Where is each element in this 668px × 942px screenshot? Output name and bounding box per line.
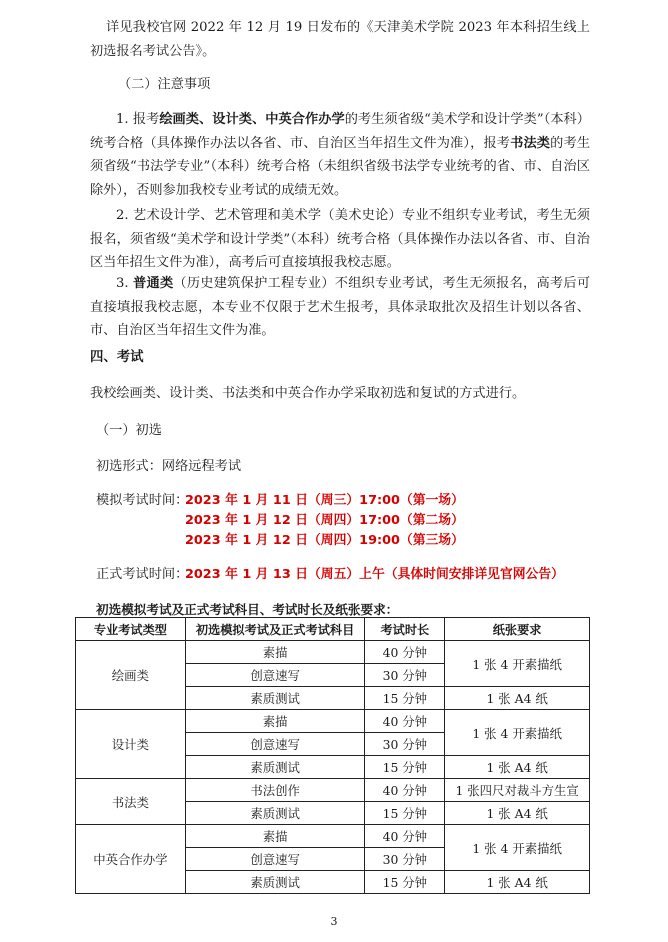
duration-cell: 40 分钟 bbox=[365, 641, 445, 664]
exam-form: 初选形式：网络远程考试 bbox=[96, 459, 242, 474]
subject-cell: 素质测试 bbox=[185, 802, 365, 825]
paper-cell: 1 张 4 开素描纸 bbox=[445, 825, 590, 871]
note-1-emphasis-2: 书法类 bbox=[510, 135, 551, 151]
paper-cell: 1 张四尺对裁斗方生宣 bbox=[445, 779, 590, 802]
duration-cell: 30 分钟 bbox=[365, 733, 445, 756]
note-1-emphasis-1: 绘画类、设计类、中英合作办学 bbox=[159, 112, 345, 127]
type-cell: 中英合作办学 bbox=[76, 825, 186, 894]
table-row bbox=[76, 641, 590, 664]
duration-cell: 30 分钟 bbox=[365, 664, 445, 687]
note-1: 1. 报考绘画类、设计类、中英合作办学的考生须省级“美术学和设计学类”（本科）统考合格（具体操作办法以各省、市、自治区当年招生文件为准），报考书法类的考生须省级“书法学专业”（本科）统考合格（未组织省级书法学专业统考的省、市、自治区除外），否则参加我校专业考试的成绩无效。 bbox=[90, 112, 591, 198]
note-3-emphasis: 普通类 bbox=[133, 276, 174, 291]
duration-cell: 30 分钟 bbox=[365, 848, 445, 871]
mock-exam-time-1: 2023 年 1 月 11 日（周三）17:00（第一场） bbox=[185, 493, 464, 508]
duration-cell: 15 分钟 bbox=[365, 871, 445, 894]
subject-cell: 素质测试 bbox=[185, 687, 365, 710]
notes-heading: （二）注意事项 bbox=[118, 77, 211, 92]
paper-cell: 1 张 4 开素描纸 bbox=[445, 710, 590, 756]
table-header-row bbox=[76, 618, 590, 641]
header-subject: 初选模拟考试及正式考试科目 bbox=[185, 618, 365, 641]
subject-cell: 素质测试 bbox=[185, 871, 365, 894]
paper-cell: 1 张 A4 纸 bbox=[445, 871, 590, 894]
paper-cell: 1 张 A4 纸 bbox=[445, 802, 590, 825]
duration-cell: 15 分钟 bbox=[365, 756, 445, 779]
duration-cell: 40 分钟 bbox=[365, 779, 445, 802]
type-cell: 设计类 bbox=[76, 710, 186, 779]
note-3: 3. 普通类（历史建筑保护工程专业）不组织专业考试，考生无须报名，高考后可直接填报我校志愿，本专业不仅限于艺术生报考，具体录取批次及招生计划以各省、市、自治区当年招生文件为准。 bbox=[90, 276, 591, 338]
mock-exam-label: 模拟考试时间： bbox=[96, 493, 189, 508]
paper-cell: 1 张 4 开素描纸 bbox=[445, 641, 590, 687]
subsection-preliminary: （一）初选 bbox=[96, 423, 162, 438]
page-number: 3 bbox=[330, 915, 338, 928]
subject-cell: 素质测试 bbox=[185, 756, 365, 779]
subject-cell: 创意速写 bbox=[185, 848, 365, 871]
type-cell: 书法类 bbox=[76, 779, 186, 825]
subject-cell: 素描 bbox=[185, 825, 365, 848]
mock-exam-time-3: 2023 年 1 月 12 日（周四）19:00（第三场） bbox=[185, 533, 464, 548]
table-caption: 初选模拟考试及正式考试科目、考试时长及纸张要求： bbox=[96, 602, 399, 617]
formal-exam-label: 正式考试时间： bbox=[96, 567, 189, 582]
duration-cell: 40 分钟 bbox=[365, 710, 445, 733]
duration-cell: 15 分钟 bbox=[365, 687, 445, 710]
type-cell: 绘画类 bbox=[76, 641, 186, 710]
header-type: 专业考试类型 bbox=[76, 618, 186, 641]
note-2: 2. 艺术设计学、艺术管理和美术学（美术史论）专业不组织专业考试，考生无须报名，须省级“美术学和设计学类”（本科）统考合格（具体操作办法以各省、市、自治区当年招生文件为准），高考后可直接填报我校志愿。 bbox=[90, 208, 590, 270]
subject-cell: 创意速写 bbox=[185, 733, 365, 756]
subject-cell: 创意速写 bbox=[185, 664, 365, 687]
table-row bbox=[76, 779, 590, 802]
duration-cell: 40 分钟 bbox=[365, 825, 445, 848]
subject-cell: 素描 bbox=[185, 710, 365, 733]
formal-exam-time: 2023 年 1 月 13 日（周五）上午（具体时间安排详见官网公告） bbox=[185, 567, 564, 582]
header-paper: 纸张要求 bbox=[445, 618, 590, 641]
mock-exam-time-2: 2023 年 1 月 12 日（周四）17:00（第二场） bbox=[185, 513, 464, 528]
duration-cell: 15 分钟 bbox=[365, 802, 445, 825]
exam-description: 我校绘画类、设计类、书法类和中英合作办学采取初选和复试的方式进行。 bbox=[90, 386, 526, 401]
intro-paragraph: 详见我校官网 2022 年 12 月 19 日发布的《天津美术学院 2023 年本科招生线上初选报名考试公告》。 bbox=[90, 20, 590, 59]
exam-table bbox=[75, 617, 590, 894]
table-row bbox=[76, 710, 590, 733]
paper-cell: 1 张 A4 纸 bbox=[445, 687, 590, 710]
section-heading-exam: 四、考试 bbox=[90, 350, 144, 365]
subject-cell: 素描 bbox=[185, 641, 365, 664]
table-row bbox=[76, 825, 590, 848]
paper-cell: 1 张 A4 纸 bbox=[445, 756, 590, 779]
subject-cell: 书法创作 bbox=[185, 779, 365, 802]
header-duration: 考试时长 bbox=[365, 618, 445, 641]
